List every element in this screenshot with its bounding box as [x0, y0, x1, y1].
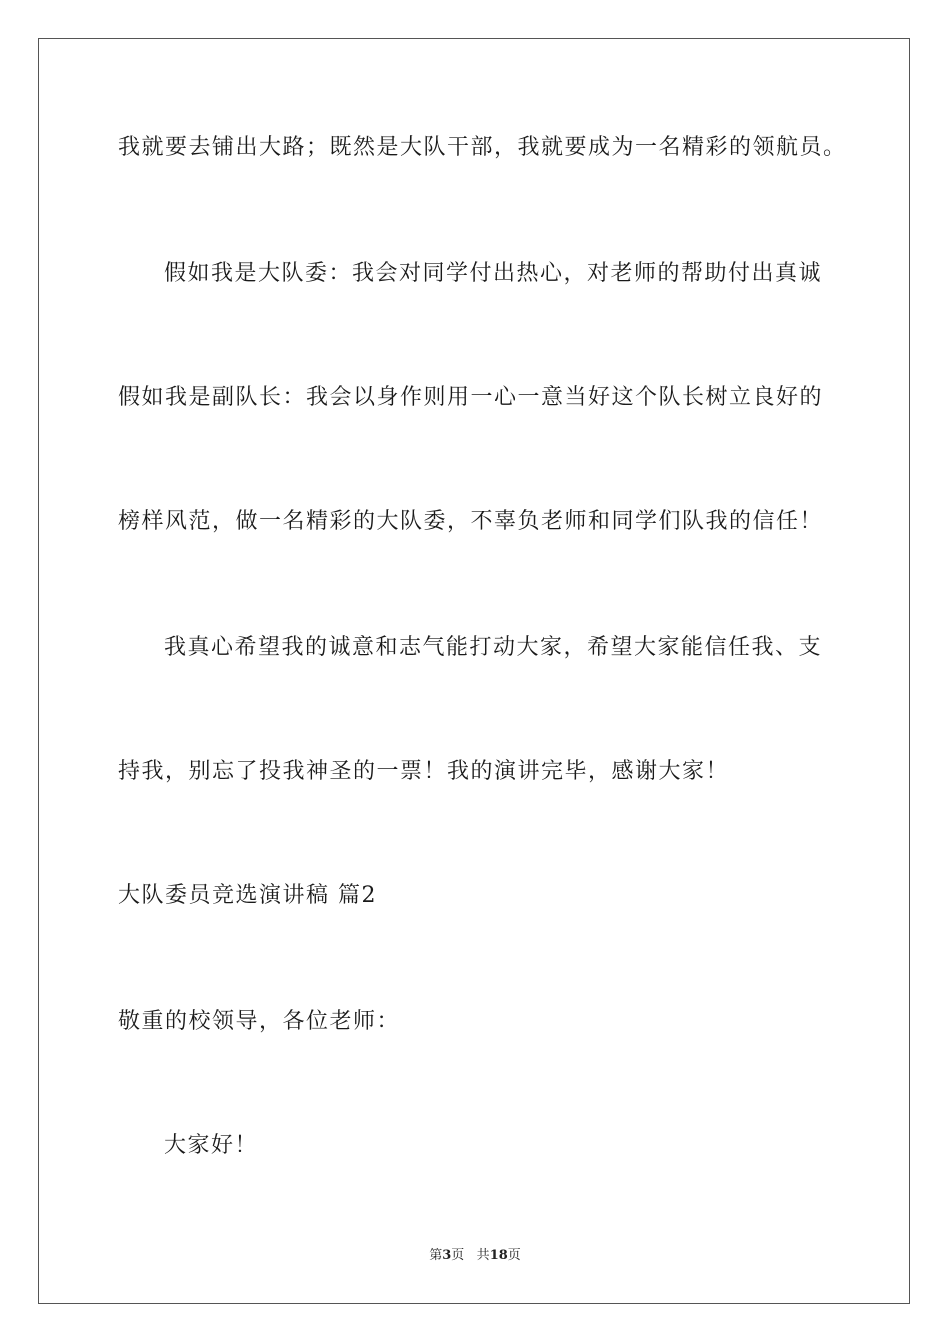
footer-page-suffix: 页: [451, 1248, 465, 1263]
greeting-line: 大家好！: [164, 1133, 259, 1158]
footer-current-page: 3: [442, 1248, 452, 1263]
paragraph-line: 我真心希望我的诚意和志气能打动大家，希望大家能信任我、支: [164, 635, 823, 660]
paragraph-line: 假如我是大队委：我会对同学付出热心，对老师的帮助付出真诚: [164, 261, 823, 286]
paragraph-line: 持我，别忘了投我神圣的一票！我的演讲完毕，感谢大家！: [118, 759, 730, 784]
page-footer: [0, 1246, 950, 1266]
salutation-line: 敬重的校领导，各位老师：: [118, 1009, 401, 1034]
paragraph-line: 我就要去铺出大路；既然是大队干部，我就要成为一名精彩的领航员。: [118, 135, 847, 160]
paragraph-line: 榜样风范，做一名精彩的大队委，不辜负老师和同学们队我的信任！: [118, 509, 824, 534]
page-border: [38, 38, 910, 1304]
footer-page-prefix: 第: [429, 1248, 443, 1263]
footer-total-prefix: 共: [476, 1248, 490, 1263]
section-heading: 大队委员竞选演讲稿 篇2: [118, 883, 377, 908]
paragraph-line: 假如我是副队长：我会以身作则用一心一意当好这个队长树立良好的: [118, 385, 824, 410]
footer-total-suffix: 页: [507, 1248, 521, 1263]
footer-total-pages: 18: [489, 1248, 508, 1263]
